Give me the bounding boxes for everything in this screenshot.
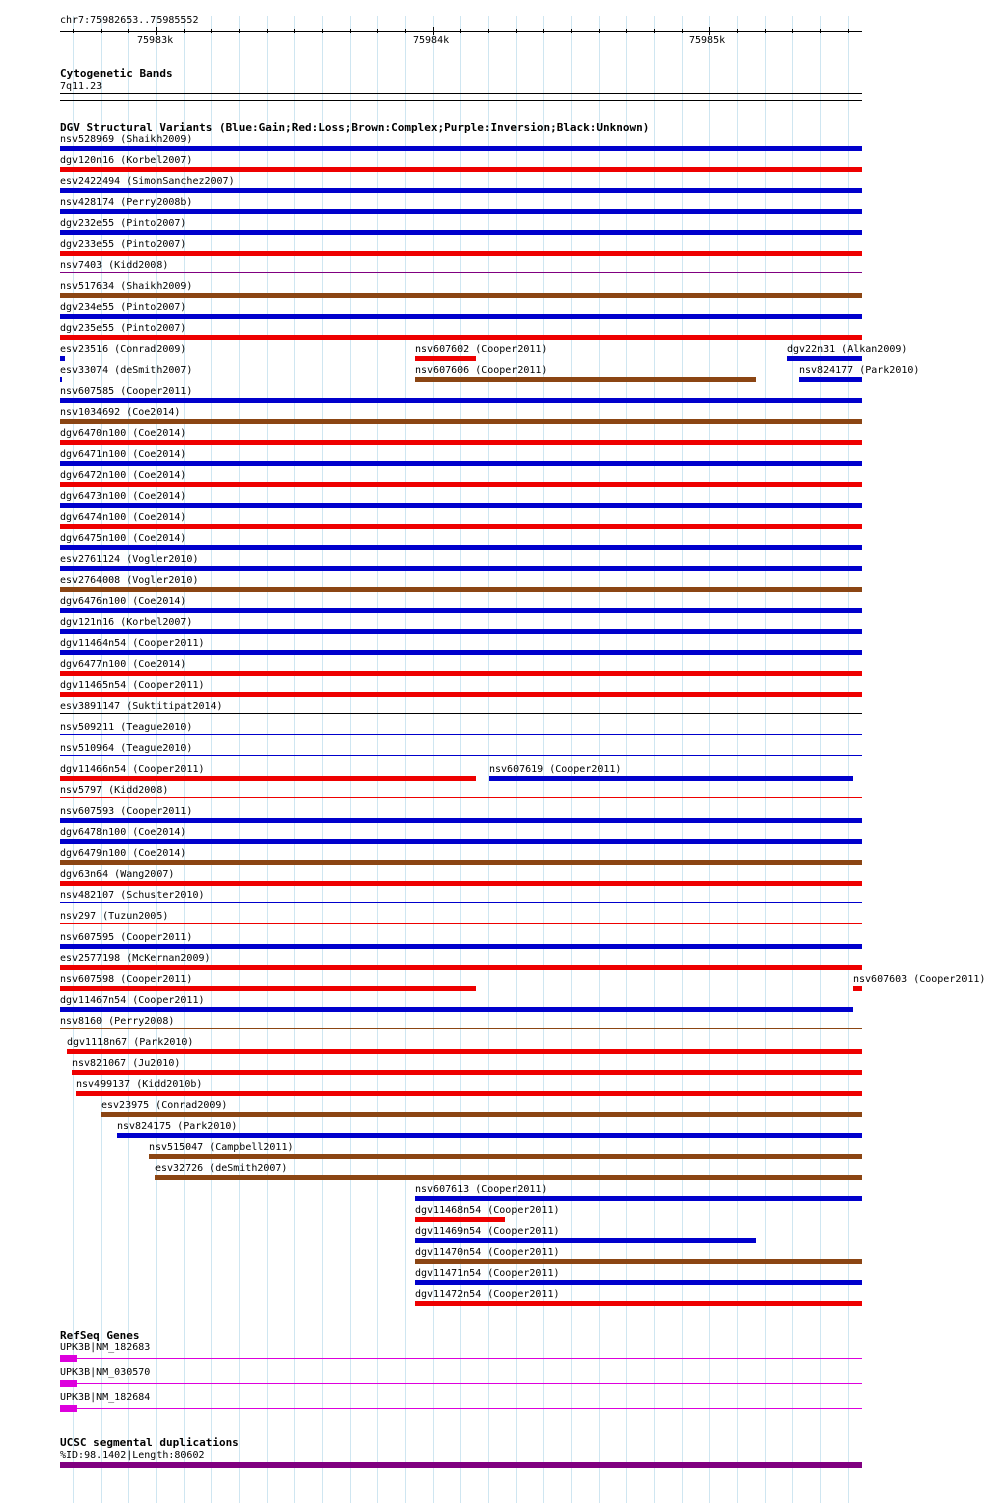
variant-bar-gain[interactable] <box>60 230 862 235</box>
variant-label[interactable]: dgv233e55 (Pinto2007) <box>60 239 187 250</box>
variant-bar-gain[interactable] <box>60 377 62 382</box>
ruler-major-tick <box>709 27 710 35</box>
gene-exon[interactable] <box>60 1355 77 1362</box>
segdup-label[interactable]: %ID:98.1402|Length:80602 <box>60 1450 205 1461</box>
variant-bar-gain[interactable] <box>60 545 862 550</box>
variant-label[interactable]: dgv22n31 (Alkan2009) <box>787 344 908 355</box>
variant-label[interactable]: nsv607619 (Cooper2011) <box>489 764 622 775</box>
variant-bar-gain[interactable] <box>415 1238 756 1243</box>
ruler-label-75983k: 75983k <box>137 35 174 46</box>
variant-bar-loss[interactable] <box>60 167 862 172</box>
variant-bar-loss[interactable] <box>415 356 476 361</box>
variant-bar-gain[interactable] <box>60 356 65 361</box>
gene-label[interactable]: UPK3B|NM_182684 <box>60 1392 151 1403</box>
variant-label[interactable]: nsv5797 (Kidd2008) <box>60 785 169 796</box>
ruler-minor-tick <box>184 29 185 33</box>
variant-bar-inversion[interactable] <box>60 272 862 273</box>
variant-label[interactable]: dgv63n64 (Wang2007) <box>60 869 175 880</box>
variant-bar-complex[interactable] <box>415 1259 862 1264</box>
ruler-major-tick <box>433 27 434 35</box>
gene-exon[interactable] <box>60 1380 77 1387</box>
variant-bar-gain[interactable] <box>60 461 862 466</box>
variant-bar-loss[interactable] <box>60 797 862 798</box>
variant-label[interactable]: dgv11470n54 (Cooper2011) <box>415 1247 560 1258</box>
variant-label[interactable]: esv2577198 (McKernan2009) <box>60 953 211 964</box>
variant-bar-loss[interactable] <box>60 776 476 781</box>
grid-line <box>350 16 351 1503</box>
variant-label[interactable]: esv33074 (deSmith2007) <box>60 365 193 376</box>
gene-intron-line[interactable] <box>77 1383 862 1384</box>
variant-bar-unknown[interactable] <box>60 713 862 714</box>
variant-label[interactable]: dgv6478n100 (Coe2014) <box>60 827 187 838</box>
variant-label[interactable]: nsv297 (Tuzun2005) <box>60 911 169 922</box>
ruler-minor-tick <box>211 29 212 33</box>
variant-label[interactable]: dgv11471n54 (Cooper2011) <box>415 1268 560 1279</box>
gene-label[interactable]: UPK3B|NM_182683 <box>60 1342 151 1353</box>
variant-label[interactable]: esv3891147 (Suktitipat2014) <box>60 701 223 712</box>
variant-label[interactable]: nsv8160 (Perry2008) <box>60 1016 175 1027</box>
grid-line <box>239 16 240 1503</box>
grid-line <box>322 16 323 1503</box>
ruler-minor-tick <box>294 29 295 33</box>
variant-bar-complex[interactable] <box>60 419 862 424</box>
variant-bar-gain[interactable] <box>60 650 862 655</box>
variant-label[interactable]: nsv510964 (Teague2010) <box>60 743 193 754</box>
variant-bar-loss[interactable] <box>60 923 862 924</box>
variant-label[interactable]: nsv607606 (Cooper2011) <box>415 365 548 376</box>
variant-bar-gain[interactable] <box>60 146 862 151</box>
variant-bar-complex[interactable] <box>149 1154 862 1159</box>
variant-bar-loss[interactable] <box>60 671 862 676</box>
variant-bar-loss[interactable] <box>60 335 862 340</box>
variant-label[interactable]: nsv824175 (Park2010) <box>117 1121 238 1132</box>
variant-bar-loss[interactable] <box>60 881 862 886</box>
variant-label[interactable]: dgv6476n100 (Coe2014) <box>60 596 187 607</box>
variant-bar-loss[interactable] <box>60 965 862 970</box>
segdup-track-title[interactable]: UCSC segmental duplications <box>60 1436 239 1449</box>
variant-label[interactable]: nsv607595 (Cooper2011) <box>60 932 193 943</box>
variant-bar-complex[interactable] <box>60 860 862 865</box>
variant-label[interactable]: dgv6477n100 (Coe2014) <box>60 659 187 670</box>
variant-label[interactable]: esv2422494 (SimonSanchez2007) <box>60 176 235 187</box>
locus-label: chr7:75982653..75985552 <box>60 15 199 26</box>
variant-bar-gain[interactable] <box>60 629 862 634</box>
ruler-minor-tick <box>516 29 517 33</box>
variant-label[interactable]: esv23975 (Conrad2009) <box>101 1100 228 1111</box>
variant-bar-loss[interactable] <box>415 1217 505 1222</box>
gene-intron-line[interactable] <box>77 1408 862 1409</box>
ruler-minor-tick <box>654 29 655 33</box>
ruler-minor-tick <box>599 29 600 33</box>
variant-label[interactable]: dgv6471n100 (Coe2014) <box>60 449 187 460</box>
variant-label[interactable]: dgv11466n54 (Cooper2011) <box>60 764 205 775</box>
ruler-minor-tick <box>350 29 351 33</box>
variant-label[interactable]: dgv6474n100 (Coe2014) <box>60 512 187 523</box>
cytoband-top-line <box>60 93 862 94</box>
ruler-minor-tick <box>543 29 544 33</box>
variant-bar-loss[interactable] <box>60 251 862 256</box>
ruler-minor-tick <box>322 29 323 33</box>
ruler-minor-tick <box>848 29 849 33</box>
variant-label[interactable]: esv2764008 (Vogler2010) <box>60 575 199 586</box>
variant-label[interactable]: dgv11468n54 (Cooper2011) <box>415 1205 560 1216</box>
variant-label[interactable]: dgv6470n100 (Coe2014) <box>60 428 187 439</box>
variant-bar-loss[interactable] <box>853 986 862 991</box>
variant-label[interactable]: esv23516 (Conrad2009) <box>60 344 187 355</box>
variant-label[interactable]: dgv121n16 (Korbel2007) <box>60 617 193 628</box>
variant-label[interactable]: dgv120n16 (Korbel2007) <box>60 155 193 166</box>
variant-label[interactable]: dgv11464n54 (Cooper2011) <box>60 638 205 649</box>
ruler-minor-tick <box>128 29 129 33</box>
variant-label[interactable]: nsv607585 (Cooper2011) <box>60 386 193 397</box>
ruler-minor-tick <box>460 29 461 33</box>
variant-label[interactable]: nsv428174 (Perry2008b) <box>60 197 193 208</box>
variant-label[interactable]: dgv1118n67 (Park2010) <box>67 1037 194 1048</box>
variant-label[interactable]: nsv1034692 (Coe2014) <box>60 407 181 418</box>
variant-label[interactable]: dgv11472n54 (Cooper2011) <box>415 1289 560 1300</box>
variant-bar-gain[interactable] <box>60 566 862 571</box>
variant-label[interactable]: dgv232e55 (Pinto2007) <box>60 218 187 229</box>
gene-exon[interactable] <box>60 1405 77 1412</box>
grid-line <box>267 16 268 1503</box>
variant-label[interactable]: esv32726 (deSmith2007) <box>155 1163 288 1174</box>
variant-bar-gain[interactable] <box>415 1196 862 1201</box>
ruler-minor-tick <box>682 29 683 33</box>
refseq-track-title[interactable]: RefSeq Genes <box>60 1329 140 1342</box>
grid-line <box>211 16 212 1503</box>
variant-label[interactable]: nsv607598 (Cooper2011) <box>60 974 193 985</box>
ruler-minor-tick <box>377 29 378 33</box>
variant-bar-loss[interactable] <box>415 1301 862 1306</box>
variant-label[interactable]: dgv6475n100 (Coe2014) <box>60 533 187 544</box>
variant-bar-gain[interactable] <box>60 1007 853 1012</box>
variant-label[interactable]: nsv528969 (Shaikh2009) <box>60 134 193 145</box>
variant-label[interactable]: dgv6473n100 (Coe2014) <box>60 491 187 502</box>
ruler-label-75985k: 75985k <box>689 35 726 46</box>
variant-bar-gain[interactable] <box>787 356 862 361</box>
variant-bar-complex[interactable] <box>101 1112 862 1117</box>
variant-bar-gain[interactable] <box>60 314 862 319</box>
ruler-minor-tick <box>737 29 738 33</box>
grid-line <box>377 16 378 1503</box>
gene-label[interactable]: UPK3B|NM_030570 <box>60 1367 151 1378</box>
grid-line <box>294 16 295 1503</box>
ruler-major-tick <box>156 27 157 35</box>
dgv-track-title[interactable]: DGV Structural Variants (Blue:Gain;Red:Loss;Brown:Complex;Purple:Inversion;Black:Unknown) <box>60 121 650 134</box>
gene-intron-line[interactable] <box>77 1358 862 1359</box>
variant-label[interactable]: nsv482107 (Schuster2010) <box>60 890 205 901</box>
variant-bar-loss[interactable] <box>60 440 862 445</box>
variant-label[interactable]: dgv6472n100 (Coe2014) <box>60 470 187 481</box>
variant-bar-gain[interactable] <box>60 209 862 214</box>
variant-bar-gain[interactable] <box>60 944 862 949</box>
ruler-minor-tick <box>820 29 821 33</box>
variant-bar-loss[interactable] <box>72 1070 862 1075</box>
variant-label[interactable]: dgv6479n100 (Coe2014) <box>60 848 187 859</box>
variant-bar-loss[interactable] <box>60 482 862 487</box>
variant-label[interactable]: nsv607593 (Cooper2011) <box>60 806 193 817</box>
variant-label[interactable]: dgv235e55 (Pinto2007) <box>60 323 187 334</box>
variant-label[interactable]: nsv821067 (Ju2010) <box>72 1058 181 1069</box>
variant-label[interactable]: nsv7403 (Kidd2008) <box>60 260 169 271</box>
variant-label[interactable]: dgv11465n54 (Cooper2011) <box>60 680 205 691</box>
variant-bar-loss[interactable] <box>60 692 862 697</box>
variant-label[interactable]: esv2761124 (Vogler2010) <box>60 554 199 565</box>
ruler-minor-tick <box>405 29 406 33</box>
ruler-minor-tick <box>792 29 793 33</box>
variant-bar-loss[interactable] <box>60 986 476 991</box>
variant-bar-complex[interactable] <box>60 1028 862 1029</box>
cytoband-track-title[interactable]: Cytogenetic Bands <box>60 67 173 80</box>
variant-bar-gain[interactable] <box>60 755 862 756</box>
variant-bar-gain[interactable] <box>799 377 862 382</box>
variant-label[interactable]: dgv11467n54 (Cooper2011) <box>60 995 205 1006</box>
ruler-minor-tick <box>765 29 766 33</box>
variant-bar-gain[interactable] <box>60 839 862 844</box>
segdup-bar[interactable] <box>60 1462 862 1468</box>
variant-label[interactable]: nsv607613 (Cooper2011) <box>415 1184 548 1195</box>
variant-bar-gain[interactable] <box>60 818 862 823</box>
ruler-minor-tick <box>239 29 240 33</box>
cytoband-label[interactable]: 7q11.23 <box>60 81 103 92</box>
ruler-label-75984k: 75984k <box>413 35 450 46</box>
variant-label[interactable]: nsv517634 (Shaikh2009) <box>60 281 193 292</box>
variant-bar-complex[interactable] <box>155 1175 862 1180</box>
grid-line <box>405 16 406 1503</box>
variant-bar-loss[interactable] <box>76 1091 862 1096</box>
variant-bar-gain[interactable] <box>60 398 862 403</box>
variant-label[interactable]: nsv824177 (Park2010) <box>799 365 920 376</box>
variant-bar-gain[interactable] <box>489 776 853 781</box>
ruler-minor-tick <box>101 29 102 33</box>
variant-label[interactable]: nsv607603 (Cooper2011) <box>853 974 985 985</box>
ruler-minor-tick <box>267 29 268 33</box>
variant-bar-gain[interactable] <box>60 734 862 735</box>
variant-label[interactable]: nsv515047 (Campbell2011) <box>149 1142 294 1153</box>
variant-label[interactable]: nsv499137 (Kidd2010b) <box>76 1079 203 1090</box>
variant-bar-complex[interactable] <box>60 587 862 592</box>
ruler-minor-tick <box>571 29 572 33</box>
ruler-minor-tick <box>73 29 74 33</box>
cytoband-bottom-line <box>60 100 862 101</box>
variant-bar-gain[interactable] <box>415 1280 862 1285</box>
variant-bar-complex[interactable] <box>60 293 862 298</box>
variant-bar-gain[interactable] <box>60 188 862 193</box>
ruler-minor-tick <box>488 29 489 33</box>
ruler-axis-line <box>60 31 862 32</box>
variant-bar-loss[interactable] <box>60 524 862 529</box>
variant-label[interactable]: dgv11469n54 (Cooper2011) <box>415 1226 560 1237</box>
variant-bar-gain[interactable] <box>117 1133 862 1138</box>
variant-label[interactable]: dgv234e55 (Pinto2007) <box>60 302 187 313</box>
variant-bar-loss[interactable] <box>67 1049 862 1054</box>
variant-bar-gain[interactable] <box>60 503 862 508</box>
variant-bar-gain[interactable] <box>60 902 862 903</box>
variant-bar-complex[interactable] <box>415 377 756 382</box>
variant-label[interactable]: nsv509211 (Teague2010) <box>60 722 193 733</box>
ruler-minor-tick <box>626 29 627 33</box>
variant-label[interactable]: nsv607602 (Cooper2011) <box>415 344 548 355</box>
variant-bar-gain[interactable] <box>60 608 862 613</box>
